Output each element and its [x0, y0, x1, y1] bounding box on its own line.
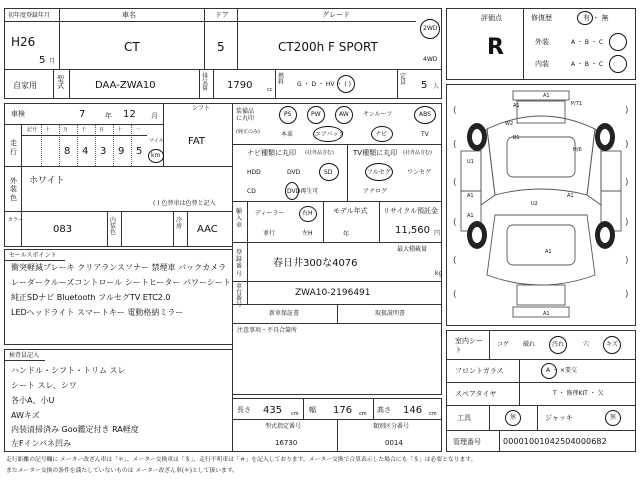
- mileage-digit-1: 4: [82, 146, 89, 157]
- seat-koge: コゲ: [497, 341, 510, 348]
- shift-value: FAT: [188, 136, 206, 147]
- inspection-row: [4, 103, 164, 125]
- spare-row: [446, 382, 636, 406]
- svg-text:): ): [625, 290, 629, 300]
- mileage-unit-3: 千: [81, 127, 87, 133]
- tv-oneseg: ワンセグ: [407, 169, 432, 176]
- import-right-h: 右H: [302, 210, 313, 217]
- equip-sunroof: サンルーフ: [363, 111, 393, 118]
- car-name-box: [59, 8, 205, 70]
- door-box: [204, 8, 238, 70]
- exterior-abc: A ・ B ・ C: [571, 39, 604, 46]
- capacity-unit: 人: [433, 83, 440, 90]
- reg-month-suffix: 月: [49, 58, 56, 65]
- tool-value: 無: [510, 414, 517, 421]
- km-label: km: [151, 152, 161, 159]
- reg-month: 5: [39, 55, 46, 66]
- equip-ps: PS: [284, 111, 292, 118]
- plate-box: [232, 242, 442, 282]
- rating-value: R: [487, 35, 504, 60]
- svg-text:): ): [625, 140, 629, 150]
- mgmt-value: 00001001042504000682: [503, 437, 607, 446]
- equip-leather: 本革: [281, 131, 294, 138]
- model-value: DAA-ZWA10: [95, 80, 156, 91]
- inspection-year: 7: [79, 109, 86, 120]
- grade-label: グレード: [322, 11, 350, 19]
- import-left-h: 左H: [302, 230, 313, 237]
- svg-text:): ): [625, 218, 629, 228]
- tv-fullseg: フルセグ: [367, 169, 391, 176]
- model-year-label: モデル年式: [333, 207, 368, 215]
- row2: [4, 69, 442, 99]
- tv-label: TV種類に丸印: [353, 149, 398, 157]
- fuel-label: 燃料: [278, 73, 285, 86]
- width-unit: cm: [359, 411, 367, 417]
- jack-label: ジャッキ: [545, 414, 573, 422]
- mileage-unit-1: 十: [45, 127, 51, 133]
- width-label: 幅: [309, 406, 316, 414]
- mile-label: マイル: [149, 138, 164, 144]
- repair-options: 有 ・ 無: [583, 14, 609, 22]
- car-name: CT: [124, 40, 140, 54]
- equipment-box: [232, 103, 442, 145]
- tool-label: 工具: [457, 414, 471, 422]
- svg-text:(: (: [453, 106, 457, 116]
- recycle-label: リサイクル預託金: [383, 207, 439, 215]
- equip-navi: ナビ: [375, 131, 388, 138]
- navi-label: ナビ種類に丸印: [247, 149, 296, 157]
- rating-label: 評価点: [481, 14, 502, 22]
- import-box: [232, 201, 442, 243]
- svg-text:(: (: [453, 140, 457, 150]
- inspector-label: 検査員記入: [9, 352, 40, 359]
- equip-aw: AW: [339, 111, 349, 118]
- interior-color-label: 内装色: [110, 217, 117, 236]
- diag-label-5: B1: [513, 135, 520, 141]
- inspector-line-5: 内装清掃済み Goo鑑定付き RA軽度: [11, 425, 139, 434]
- sales-points-label: セールスポイント: [9, 252, 57, 259]
- mgmt-row: [446, 430, 636, 452]
- first-reg-box: [4, 8, 60, 70]
- class-no-label: 類別区分番号: [373, 423, 410, 430]
- diag-label-7: U1: [467, 159, 474, 165]
- drive-4wd: 4WD: [423, 56, 438, 63]
- sales-line-4: LEDヘッドライト スマートキー 電動格納ミラー: [11, 308, 184, 317]
- sales-line-3: 純正SDナビ Bluetooth フルセグTV ETC2.0: [11, 293, 171, 302]
- equipment-label: 装備品に丸印: [236, 108, 255, 123]
- shift-box: [163, 103, 233, 167]
- diag-label-4: W2: [505, 121, 514, 127]
- mileage-digit-0: 8: [64, 146, 71, 157]
- model-label: 型式: [57, 75, 64, 90]
- diag-label-3: P/71: [571, 101, 583, 107]
- length-unit: cm: [291, 411, 299, 417]
- displacement-label: 排気量: [202, 73, 209, 92]
- load-label: 最大積載量: [397, 246, 428, 253]
- svg-text:(: (: [453, 218, 457, 228]
- diag-label-11: A1: [545, 249, 552, 255]
- mileage-digit-2: 3: [100, 146, 107, 157]
- height-value: 146: [403, 405, 423, 416]
- mileage-digit-3: 9: [118, 146, 125, 157]
- diag-label-12: A1: [543, 311, 550, 317]
- chassis-box: [232, 281, 442, 308]
- mileage-unit-0: 記号: [27, 127, 38, 133]
- inspection-month: 12: [123, 109, 136, 120]
- mileage-box: [4, 124, 164, 167]
- navi-sub: (社外品含む): [305, 150, 334, 156]
- spare-options: T ・ 修理KIT ・ 欠: [553, 390, 604, 397]
- color-code-label: カラー: [8, 217, 24, 223]
- diag-label-1: A1: [543, 93, 550, 99]
- svg-text:(: (: [453, 178, 457, 188]
- recycle-yen: 円: [434, 230, 441, 237]
- recycle-value: 11,560: [395, 225, 430, 236]
- diag-label-10: A1: [567, 193, 574, 199]
- notes-box: [232, 323, 442, 395]
- manual: 取扱説明書: [375, 310, 406, 317]
- seat-label: 室内シート: [455, 337, 483, 355]
- plate-value: 春日井300な4076: [273, 258, 358, 269]
- seat-yabure: 破れ: [523, 341, 536, 348]
- mileage-label: 走行: [10, 139, 17, 157]
- color-value: ホワイト: [29, 176, 65, 186]
- navi-hdd: HDD: [247, 169, 261, 176]
- interior-abc: A ・ B ・ C: [571, 61, 604, 68]
- notes-label: 注意事項・不具合箇所: [237, 327, 298, 334]
- interior-label: 内装: [535, 60, 549, 68]
- tool-row: [446, 405, 636, 431]
- height-unit: cm: [429, 411, 437, 417]
- seat-row: [446, 330, 636, 360]
- sales-points-box: [4, 249, 233, 345]
- footer-line-2: またメーター交換の条件を満たしていないものは メーター改ざん車(＊)として扱います。: [6, 468, 238, 474]
- diag-label-9: U2: [531, 201, 538, 207]
- length-label: 長さ: [237, 406, 251, 414]
- ac-value: AAC: [197, 224, 218, 235]
- seat-kizu: キズ: [606, 341, 618, 348]
- diag-label-6: H/6: [573, 147, 582, 153]
- rating-box: [446, 8, 636, 80]
- import-parallel: 並行: [263, 230, 276, 237]
- chassis-label: 車台番号: [236, 283, 243, 308]
- inspection-month-unit: 月: [151, 112, 158, 120]
- sales-line-1: 衝突軽減ブレーキ クリアランスソナー 禁煙車 バックカメラ: [11, 263, 227, 272]
- tv-analog: アナログ: [363, 188, 388, 195]
- exterior-label: 外装: [535, 38, 549, 46]
- capacity-label: 定員: [400, 73, 407, 86]
- type-no: 16730: [275, 439, 298, 447]
- chassis-value: ZWA10-2196491: [295, 288, 371, 298]
- color-label: 外装色: [10, 177, 17, 202]
- inspector-line-6: 左Fインパネ凹み: [11, 439, 72, 448]
- inspection-label: 車検: [11, 110, 25, 118]
- glass-label: フロントガラス: [455, 367, 504, 375]
- ac-label: 冷房: [176, 217, 183, 230]
- color-note: ( ) 色替車は色替と記入: [153, 200, 216, 207]
- car-diagram-box: [446, 84, 636, 326]
- width-value: 176: [333, 405, 353, 416]
- warranty-row: [232, 304, 442, 324]
- seat-ana: 穴: [583, 341, 590, 348]
- svg-text:): ): [625, 256, 629, 266]
- seat-yogore: 汚れ: [552, 341, 565, 348]
- door-label: ドア: [215, 11, 229, 19]
- load-kg: kg: [435, 270, 443, 277]
- glass-options: A ・ ×要交: [546, 367, 577, 374]
- repair-label: 修復歴: [531, 14, 552, 22]
- import-label: 輸入車: [236, 208, 243, 230]
- mileage-unit-2: 万: [63, 127, 69, 133]
- diag-label-8: A1: [467, 193, 474, 199]
- mileage-digit-4: 5: [136, 146, 143, 157]
- mgmt-label: 管理番号: [453, 438, 481, 446]
- equip-pw: PW: [311, 111, 321, 118]
- equip-tv: TV: [421, 131, 429, 138]
- dimensions-row: [232, 398, 442, 420]
- new-warranty: 新車保証書: [269, 310, 300, 317]
- plate-label: 登録番号: [236, 249, 243, 278]
- cc-unit: cc: [267, 87, 273, 93]
- color-code-row: [4, 211, 233, 247]
- svg-text:(: (: [453, 290, 457, 300]
- class-no: 0014: [385, 439, 403, 447]
- diag-label-13: A1: [467, 213, 474, 219]
- inspector-line-1: ハンドル・シフト・トリム スレ: [11, 366, 126, 375]
- grade-value: CT200h F SPORT: [278, 40, 378, 54]
- mileage-unit-6: 一: [135, 127, 141, 133]
- spare-label: スペアタイヤ: [455, 390, 497, 398]
- svg-text:): ): [625, 106, 629, 116]
- jack-value: 無: [610, 414, 617, 421]
- capacity-value: 5: [421, 80, 428, 91]
- tv-sub: (社外品含む): [403, 150, 432, 156]
- mileage-unit-4: 百: [99, 127, 105, 133]
- car-name-label: 車名: [122, 11, 136, 19]
- door-count: 5: [217, 40, 225, 54]
- navi-dvd: DVD: [287, 169, 301, 176]
- type-row: [232, 419, 442, 452]
- diag-label-2: A1: [513, 103, 520, 109]
- displacement-value: 1790: [227, 80, 253, 91]
- equip-airbag: エアバック: [315, 131, 345, 138]
- svg-text:(: (: [453, 256, 457, 266]
- reg-year: H26: [11, 35, 36, 49]
- fuel-options: G ・ D ・ HV ・ ( ): [297, 81, 351, 88]
- drive-2wd: 2WD: [423, 25, 438, 32]
- inspector-line-2: シート スレ、シワ: [11, 381, 77, 390]
- navi-tv-box: [232, 144, 442, 202]
- color-box: [4, 166, 233, 212]
- mileage-unit-5: 十: [117, 127, 123, 133]
- length-value: 435: [263, 405, 283, 416]
- inspector-line-3: 各小A、小U: [11, 396, 55, 405]
- model-year-unit: 年: [343, 231, 350, 238]
- equip-abs: ABS: [419, 111, 431, 118]
- shift-label: シフト: [192, 105, 211, 112]
- use-type: 自家用: [13, 81, 37, 90]
- inspection-year-unit: 年: [105, 112, 112, 120]
- navi-sd: SD: [324, 169, 333, 176]
- type-no-label: 型式指定番号: [265, 423, 302, 430]
- sales-line-2: レーダークルーズコントロール シートヒーター パワーシート: [11, 278, 231, 287]
- footer-line-1: 走行距離の記号欄に メーター改ざん車は「＊」、メーター交換車は「＄」、走行不明車は「＃」を記入しております。メーター交換で合算表示した場合にも「＄」は必要となります。: [6, 457, 477, 463]
- glass-row: [446, 359, 636, 383]
- navi-dvd-play: DVD再生可: [287, 188, 319, 195]
- inspector-line-4: AWキズ: [11, 411, 40, 420]
- navi-cd: CD: [247, 188, 256, 195]
- equipment-sub: (純正のみ): [236, 129, 260, 135]
- height-label: 高さ: [377, 406, 391, 414]
- car-diagram: [447, 85, 635, 325]
- color-code: 083: [53, 224, 73, 235]
- inspector-box: [4, 349, 233, 452]
- svg-text:): ): [625, 178, 629, 188]
- first-reg-label: 初年度登録年月: [8, 12, 51, 19]
- grade-box: [237, 8, 442, 70]
- import-dealer: ディーラー: [255, 210, 285, 217]
